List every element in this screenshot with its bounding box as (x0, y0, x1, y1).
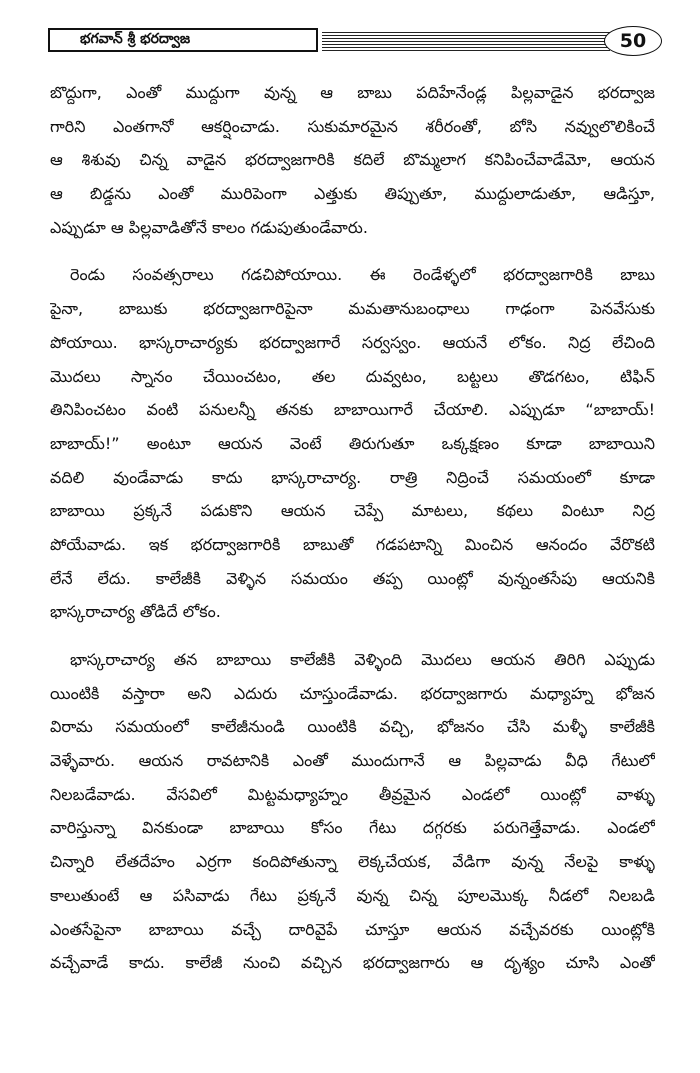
text-line: కాలుతుంటే ఆ పసివాడు గేటు ప్రక్కనే వున్న చిన్న పూలమొక్క నీడలో నిలబడి (50, 885, 655, 905)
body-text (50, 76, 655, 980)
text-line: ఎప్పుడూ ఆ పిల్లవాడితోనే కాలం గడుపుతుండేవారు. (50, 217, 368, 237)
text-line: యింటికి వస్తారా అని ఎదురు చూస్తుండేవాడు. భరద్వాజగారు మధ్యాహ్న భోజన (50, 683, 655, 703)
text-line: భాస్కరాచార్య తన బాబాయి కాలేజీకి వెళ్ళింది మొదలు ఆయన తిరిగి ఎప్పుడు (70, 650, 655, 669)
text-line: ఆ శిశువు చిన్న వాడైన భరద్వాజగారికి కదిలే బొమ్మలాగ కనిపించేవాడేమో, ఆయన (50, 150, 655, 170)
text-line: మొదలు స్నానం చేయించటం, తల దువ్వటం, బట్టలు తొడగటం, టిఫిన్ (50, 366, 655, 386)
page-number-oval (604, 26, 662, 56)
text-line: ఆ బిడ్డను ఎంతో మురిపెంగా ఎత్తుకు తిప్పుతూ, ముద్దులాడుతూ, ఆడిస్తూ, (50, 184, 655, 204)
text-line: విరామ సమయంలో కాలేజీనుండి యింటికి వచ్చి, భోజనం చేసి మళ్ళీ కాలేజీకి (50, 717, 655, 737)
text-line: పైనా, బాబుకు భరద్వాజగారిపైనా మమతానుబంధాలు గాఢంగా పెనవేసుకు (50, 299, 655, 319)
text-line: వదిలి వుండేవాడు కాదు భాస్కరాచార్య. రాత్రి నిద్రించే సమయంలో కూడా (50, 467, 655, 487)
text-line: వారిస్తున్నా వినకుండా బాబాయి కోసం గేటు దగ్గరకు పరుగెత్తేవాడు. ఎండలో (50, 818, 655, 838)
running-title-text: భగవాన్ శ్రీ భరద్వాజ (80, 30, 191, 47)
paragraph-gap (50, 244, 655, 258)
running-title (48, 28, 318, 52)
text-line: బాబాయ్!” అంటూ ఆయన వెంటే తిరుగుతూ ఒక్కక్షణం కూడా బాబాయిని (50, 433, 655, 453)
text-line: పోయాయి. భాస్కరాచార్యకు భరద్వాజగారే సర్వస్వం. ఆయనే లోకం. నిద్ర లేచింది (50, 332, 655, 352)
text-line: లేనే లేదు. కాలేజీకి వెళ్ళిన సమయం తప్ప యింట్లో వున్నంతసేపు ఆయనికి (50, 568, 655, 588)
paragraph-3 (50, 643, 655, 980)
text-line: వచ్చేవాడే కాదు. కాలేజీ నుంచి వచ్చిన భరద్వాజగారు ఆ దృశ్యం చూసి ఎంతో (50, 953, 655, 973)
header-rule-lines (322, 32, 610, 52)
text-line: చిన్నారి లేతదేహం ఎర్రగా కందిపోతున్నా లెక్కచేయక, వేడిగా వున్న నేలపై కాళ్ళు (50, 852, 655, 872)
text-line: ఎంతసేపైనా బాబాయి వచ్చే దారివైపే చూస్తూ ఆయన వచ్చేవరకు యింట్లోకి (50, 919, 655, 939)
text-line: తినిపించటం వంటి పనులన్నీ తనకు బాబాయిగారే చేయాలి. ఎప్పుడూ “బాబాయ్! (50, 400, 655, 420)
text-line: పోయేవాడు. ఇక భరద్వాజగారికి బాబుతో గడపటాన్ని మించిన ఆనందం వేరొకటి (50, 534, 655, 554)
paragraph-1 (50, 76, 655, 244)
text-line: నిలబడేవాడు. వేసవిలో మిట్టమధ్యాహ్నం తీవ్రమైన ఎండలో యింట్లో వాళ్ళు (50, 784, 655, 804)
page-header (48, 26, 660, 58)
paragraph-gap (50, 629, 655, 643)
text-line: రెండు సంవత్సరాలు గడచిపోయాయి. ఈ రెండేళ్ళలో భరద్వాజగారికి బాబు (70, 265, 655, 285)
text-line: గారిని ఎంతగానో ఆకర్షించాడు. సుకుమారమైన శరీరంతో, బోసి నవ్వులొలికించే (50, 116, 655, 136)
paragraph-2 (50, 258, 655, 629)
text-line: భాస్కరాచార్య తోడిదే లోకం. (50, 602, 221, 622)
text-line: బాబాయి ప్రక్కనే పడుకొని ఆయన చెప్పే మాటలు, కథలు వింటూ నిద్ర (50, 501, 655, 521)
text-line: వెళ్ళేవారు. ఆయన రావటానికి ఎంతో ముందుగానే ఆ పిల్లవాడు వీధి గేటులో (50, 751, 655, 771)
page-number: 50 (619, 30, 647, 52)
text-line: బొద్దుగా, ఎంతో ముద్దుగా వున్న ఆ బాబు పదిహేనేండ్ల పిల్లవాడైన భరద్వాజ (50, 83, 655, 102)
